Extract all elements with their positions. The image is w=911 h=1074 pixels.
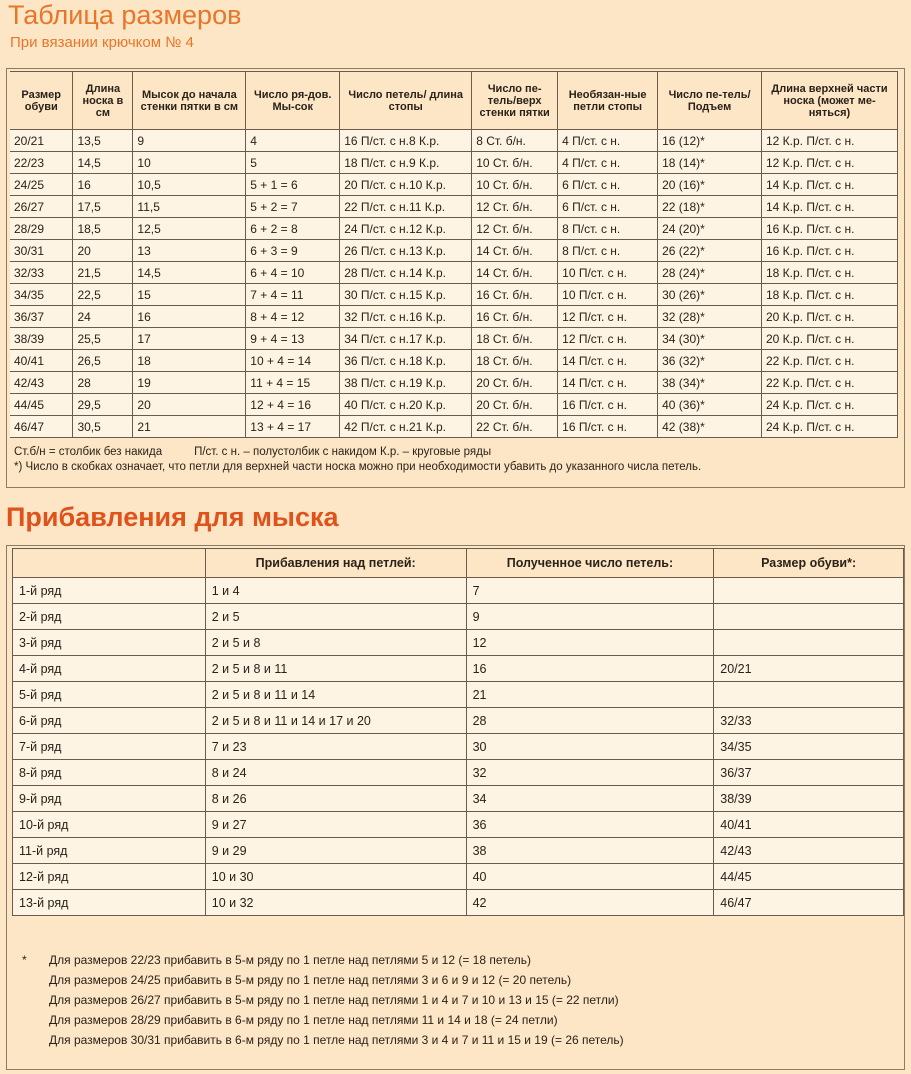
table-cell: 18 К.р. П/ст. с н. [762, 262, 898, 284]
table-cell: 12 [466, 630, 714, 656]
table-cell: 20 К.р. П/ст. с н. [762, 306, 898, 328]
table-row [13, 890, 904, 916]
table-cell: 30,5 [73, 416, 133, 438]
table-cell: 22 К.р. П/ст. с н. [762, 372, 898, 394]
table-cell: 18 [133, 350, 246, 372]
table-cell: 11-й ряд [13, 838, 206, 864]
table-cell: 30 (26)* [658, 284, 762, 306]
table-cell: 34/35 [714, 734, 904, 760]
table-cell: 16 (12)* [658, 130, 762, 152]
size-table-column-header: Длина носка в см [73, 72, 133, 130]
increases-table-column-header: Прибавления над петлей: [205, 549, 466, 578]
table-row [13, 786, 904, 812]
table-cell: 38 (34)* [658, 372, 762, 394]
table-row [10, 152, 898, 174]
table-cell: 26/27 [10, 196, 73, 218]
table-cell: 14 К.р. П/ст. с н. [762, 196, 898, 218]
table-cell: 12 Ст. б/н. [472, 218, 558, 240]
table-cell: 2 и 5 [205, 604, 466, 630]
table-cell: 21 [466, 682, 714, 708]
table-cell: 20 [133, 394, 246, 416]
table-cell: 13 [133, 240, 246, 262]
table-cell: 30/31 [10, 240, 73, 262]
table-cell: 20 К.р. П/ст. с н. [762, 328, 898, 350]
table-cell [714, 578, 904, 604]
table-cell: 9 [133, 130, 246, 152]
note-text: Для размеров 28/29 прибавить в 6-м ряду по 1 петле над петлями 11 и 14 и 18 (= 24 петли) [49, 1013, 558, 1027]
increases-notes [22, 950, 624, 1050]
table-cell: 16 П/ст. с н.8 К.р. [340, 130, 472, 152]
table-cell: 12 П/ст. с н. [558, 328, 658, 350]
table-cell: 4-й ряд [13, 656, 206, 682]
size-table [10, 71, 898, 438]
table-cell: 16 Ст. б/н. [472, 284, 558, 306]
table-cell: 9 [466, 604, 714, 630]
table-cell: 20 [73, 240, 133, 262]
table-cell: 32 [466, 760, 714, 786]
table-cell: 5 + 2 = 7 [246, 196, 340, 218]
table-cell: 13 + 4 = 17 [246, 416, 340, 438]
table-cell [714, 604, 904, 630]
table-cell: 5-й ряд [13, 682, 206, 708]
table-cell: 12,5 [133, 218, 246, 240]
table-cell: 10 Ст. б/н. [472, 174, 558, 196]
table-row [10, 174, 898, 196]
table-cell: 36/37 [10, 306, 73, 328]
table-cell: 21,5 [73, 262, 133, 284]
table-row [13, 604, 904, 630]
table-cell: 42/43 [714, 838, 904, 864]
table-cell: 13,5 [73, 130, 133, 152]
table-cell: 19 [133, 372, 246, 394]
table-cell: 40/41 [714, 812, 904, 838]
table-cell: 12-й ряд [13, 864, 206, 890]
table-cell: 14 Ст. б/н. [472, 262, 558, 284]
table-cell: 12 К.р. П/ст. с н. [762, 130, 898, 152]
legend-footnote: *) Число в скобках означает, что петли для верхней части носка можно при необходимости убавить до указанного числа петель. [14, 461, 702, 473]
table-cell: 4 П/ст. с н. [558, 130, 658, 152]
table-cell: 18 П/ст. с н.9 К.р. [340, 152, 472, 174]
table-cell: 36 (32)* [658, 350, 762, 372]
table-row [13, 682, 904, 708]
table-cell: 22 (18)* [658, 196, 762, 218]
table-cell: 8-й ряд [13, 760, 206, 786]
table-cell: 26,5 [73, 350, 133, 372]
table-cell: 7 и 23 [205, 734, 466, 760]
table-cell: 25,5 [73, 328, 133, 350]
table-cell: 13-й ряд [13, 890, 206, 916]
table-cell: 16 К.р. П/ст. с н. [762, 218, 898, 240]
table-row [10, 218, 898, 240]
table-cell: 24 [73, 306, 133, 328]
table-cell: 15 [133, 284, 246, 306]
table-cell: 14 П/ст. с н. [558, 372, 658, 394]
table-cell: 4 П/ст. с н. [558, 152, 658, 174]
note-line [22, 1010, 624, 1030]
page-title: Таблица размеров [8, 0, 242, 30]
note-line [22, 950, 624, 970]
table-cell: 8 П/ст. с н. [558, 218, 658, 240]
table-cell: 12 К.р. П/ст. с н. [762, 152, 898, 174]
table-cell: 46/47 [714, 890, 904, 916]
table-cell: 1 и 4 [205, 578, 466, 604]
page-subtitle: При вязании крючком № 4 [10, 34, 194, 51]
table-cell: 22 К.р. П/ст. с н. [762, 350, 898, 372]
table-cell: 14,5 [133, 262, 246, 284]
table-cell: 20 Ст. б/н. [472, 394, 558, 416]
table-cell: 24 К.р. П/ст. с н. [762, 416, 898, 438]
table-cell: 34 [466, 786, 714, 812]
table-cell: 6 + 2 = 8 [246, 218, 340, 240]
table-cell: 2 и 5 и 8 и 11 [205, 656, 466, 682]
table-cell: 34 П/ст. с н.17 К.р. [340, 328, 472, 350]
table-cell: 10,5 [133, 174, 246, 196]
table-cell: 16 [73, 174, 133, 196]
increases-table-header [13, 549, 904, 578]
table-cell: 6 + 3 = 9 [246, 240, 340, 262]
table-row [10, 240, 898, 262]
table-row [13, 656, 904, 682]
table-row [10, 196, 898, 218]
increases-table-column-header: Размер обуви*: [714, 549, 904, 578]
table-cell: 16 Ст. б/н. [472, 306, 558, 328]
table-cell: 2-й ряд [13, 604, 206, 630]
table-cell: 26 П/ст. с н.13 К.р. [340, 240, 472, 262]
table-cell: 8 Ст. б/н. [472, 130, 558, 152]
table-cell: 28 (24)* [658, 262, 762, 284]
table-row [10, 416, 898, 438]
table-cell: 8 и 26 [205, 786, 466, 812]
table-cell: 5 [246, 152, 340, 174]
table-cell: 2 и 5 и 8 [205, 630, 466, 656]
table-cell: 32/33 [714, 708, 904, 734]
table-cell: 18 К.р. П/ст. с н. [762, 284, 898, 306]
table-cell: 2 и 5 и 8 и 11 и 14 [205, 682, 466, 708]
table-cell: 17 [133, 328, 246, 350]
table-cell: 12 П/ст. с н. [558, 306, 658, 328]
table-cell: 44/45 [10, 394, 73, 416]
table-cell: 42 [466, 890, 714, 916]
table-cell: 32 (28)* [658, 306, 762, 328]
table-cell: 40 [466, 864, 714, 890]
table-cell: 9 + 4 = 13 [246, 328, 340, 350]
table-cell: 38/39 [714, 786, 904, 812]
table-cell: 20 П/ст. с н.10 К.р. [340, 174, 472, 196]
table-cell: 22 Ст. б/н. [472, 416, 558, 438]
table-cell: 20/21 [10, 130, 73, 152]
table-cell: 46/47 [10, 416, 73, 438]
table-cell: 16 [466, 656, 714, 682]
table-cell: 6 + 4 = 10 [246, 262, 340, 284]
table-cell: 21 [133, 416, 246, 438]
table-row [10, 306, 898, 328]
table-cell: 32 П/ст. с н.16 К.р. [340, 306, 472, 328]
note-text: Для размеров 24/25 прибавить в 5-м ряду по 1 петле над петлями 3 и 6 и 9 и 12 (= 20 петель) [49, 973, 572, 987]
table-cell: 6 П/ст. с н. [558, 196, 658, 218]
table-cell: 20/21 [714, 656, 904, 682]
note-line [22, 970, 624, 990]
table-cell: 42 П/ст. с н.21 К.р. [340, 416, 472, 438]
table-cell: 4 [246, 130, 340, 152]
table-cell: 9-й ряд [13, 786, 206, 812]
table-cell: 20 Ст. б/н. [472, 372, 558, 394]
size-table-header [10, 72, 898, 130]
size-table-column-header: Число ря-дов. Мы-сок [246, 72, 340, 130]
table-cell: 26 (22)* [658, 240, 762, 262]
table-cell: 10 [133, 152, 246, 174]
legend-abbrev-2: П/ст. с н. – полустолбик с накидом К.р. – круговые ряды [194, 446, 492, 458]
table-cell: 34 (30)* [658, 328, 762, 350]
table-cell: 18,5 [73, 218, 133, 240]
table-cell: 16 К.р. П/ст. с н. [762, 240, 898, 262]
table-cell: 12 Ст. б/н. [472, 196, 558, 218]
increases-table-column-header [13, 549, 206, 578]
note-text: Для размеров 30/31 прибавить в 6-м ряду по 1 петле над петлями 3 и 4 и 7 и 11 и 15 и 19 (= 26 петель) [49, 1033, 624, 1047]
table-cell: 14 К.р. П/ст. с н. [762, 174, 898, 196]
table-cell [714, 682, 904, 708]
table-cell: 28 [466, 708, 714, 734]
table-cell: 7-й ряд [13, 734, 206, 760]
note-line [22, 1030, 624, 1050]
table-cell: 10 Ст. б/н. [472, 152, 558, 174]
table-cell: 6 П/ст. с н. [558, 174, 658, 196]
table-cell: 10-й ряд [13, 812, 206, 838]
table-cell: 10 П/ст. с н. [558, 284, 658, 306]
table-cell: 18 Ст. б/н. [472, 328, 558, 350]
table-cell: 16 П/ст. с н. [558, 394, 658, 416]
table-row [13, 708, 904, 734]
table-cell: 10 и 30 [205, 864, 466, 890]
table-row [10, 394, 898, 416]
increases-table-column-header: Полученное число петель: [466, 549, 714, 578]
table-cell: 6-й ряд [13, 708, 206, 734]
table-cell: 44/45 [714, 864, 904, 890]
table-cell: 18 Ст. б/н. [472, 350, 558, 372]
note-text: Для размеров 26/27 прибавить в 5-м ряду по 1 петле над петлями 1 и 4 и 7 и 10 и 13 и 15 (= 22 петли) [49, 993, 619, 1007]
table-cell: 28/29 [10, 218, 73, 240]
table-cell: 38 П/ст. с н.19 К.р. [340, 372, 472, 394]
table-cell: 7 [466, 578, 714, 604]
table-cell: 22 П/ст. с н.11 К.р. [340, 196, 472, 218]
table-cell: 40/41 [10, 350, 73, 372]
table-row [13, 734, 904, 760]
table-cell: 24 К.р. П/ст. с н. [762, 394, 898, 416]
table-cell: 40 (36)* [658, 394, 762, 416]
table-cell: 16 П/ст. с н. [558, 416, 658, 438]
table-cell: 16 [133, 306, 246, 328]
table-cell: 9 и 27 [205, 812, 466, 838]
table-cell: 38 [466, 838, 714, 864]
table-cell: 30 П/ст. с н.15 К.р. [340, 284, 472, 306]
table-row [10, 372, 898, 394]
size-table-column-header: Число пе-тель/ Подъем [658, 72, 762, 130]
table-cell: 24/25 [10, 174, 73, 196]
table-cell: 32/33 [10, 262, 73, 284]
table-cell: 30 [466, 734, 714, 760]
table-cell: 24 П/ст. с н.12 К.р. [340, 218, 472, 240]
table-row [10, 284, 898, 306]
table-row [13, 760, 904, 786]
table-row [13, 812, 904, 838]
table-cell: 9 и 29 [205, 838, 466, 864]
table-cell: 24 (20)* [658, 218, 762, 240]
table-cell: 3-й ряд [13, 630, 206, 656]
table-cell: 38/39 [10, 328, 73, 350]
table-cell: 7 + 4 = 11 [246, 284, 340, 306]
size-table-legend [14, 445, 701, 475]
table-cell: 17,5 [73, 196, 133, 218]
table-row [10, 262, 898, 284]
table-row [10, 350, 898, 372]
note-line [22, 990, 624, 1010]
table-cell: 42 (38)* [658, 416, 762, 438]
table-cell: 36 [466, 812, 714, 838]
table-row [13, 864, 904, 890]
table-cell: 11 + 4 = 15 [246, 372, 340, 394]
table-cell: 10 и 32 [205, 890, 466, 916]
table-cell: 12 + 4 = 16 [246, 394, 340, 416]
table-row [10, 328, 898, 350]
table-row [13, 838, 904, 864]
section-title: Прибавления для мыска [6, 502, 339, 532]
size-table-column-header: Длина верхней части носка (может ме-няться) [762, 72, 898, 130]
table-cell: 28 [73, 372, 133, 394]
table-cell: 8 и 24 [205, 760, 466, 786]
table-cell: 1-й ряд [13, 578, 206, 604]
table-cell: 36 П/ст. с н.18 К.р. [340, 350, 472, 372]
size-table-column-header: Число петель/ длина стопы [340, 72, 472, 130]
table-cell: 5 + 1 = 6 [246, 174, 340, 196]
table-cell: 22/23 [10, 152, 73, 174]
size-table-column-header: Мысок до начала стенки пятки в см [133, 72, 246, 130]
table-cell: 28 П/ст. с н.14 К.р. [340, 262, 472, 284]
table-row [10, 130, 898, 152]
table-cell: 11,5 [133, 196, 246, 218]
table-cell [714, 630, 904, 656]
table-cell: 29,5 [73, 394, 133, 416]
table-row [13, 578, 904, 604]
table-cell: 42/43 [10, 372, 73, 394]
table-cell: 10 П/ст. с н. [558, 262, 658, 284]
table-cell: 10 + 4 = 14 [246, 350, 340, 372]
table-cell: 34/35 [10, 284, 73, 306]
table-cell: 36/37 [714, 760, 904, 786]
table-cell: 14 П/ст. с н. [558, 350, 658, 372]
size-table-column-header: Число пе-тель/верх стенки пятки [472, 72, 558, 130]
table-cell: 14,5 [73, 152, 133, 174]
table-cell: 18 (14)* [658, 152, 762, 174]
size-table-column-header: Необязан-ные петли стопы [558, 72, 658, 130]
note-text: Для размеров 22/23 прибавить в 5-м ряду по 1 петле над петлями 5 и 12 (= 18 петель) [49, 953, 532, 967]
table-cell: 22,5 [73, 284, 133, 306]
table-row [13, 630, 904, 656]
note-star: * [22, 953, 27, 967]
increases-table [12, 548, 904, 916]
table-cell: 40 П/ст. с н.20 К.р. [340, 394, 472, 416]
table-cell: 14 Ст. б/н. [472, 240, 558, 262]
legend-abbrev-1: Ст.б/н = столбик без накида [14, 446, 163, 458]
table-cell: 2 и 5 и 8 и 11 и 14 и 17 и 20 [205, 708, 466, 734]
size-table-column-header: Размер обуви [10, 72, 73, 130]
table-cell: 8 П/ст. с н. [558, 240, 658, 262]
table-cell: 20 (16)* [658, 174, 762, 196]
table-cell: 8 + 4 = 12 [246, 306, 340, 328]
